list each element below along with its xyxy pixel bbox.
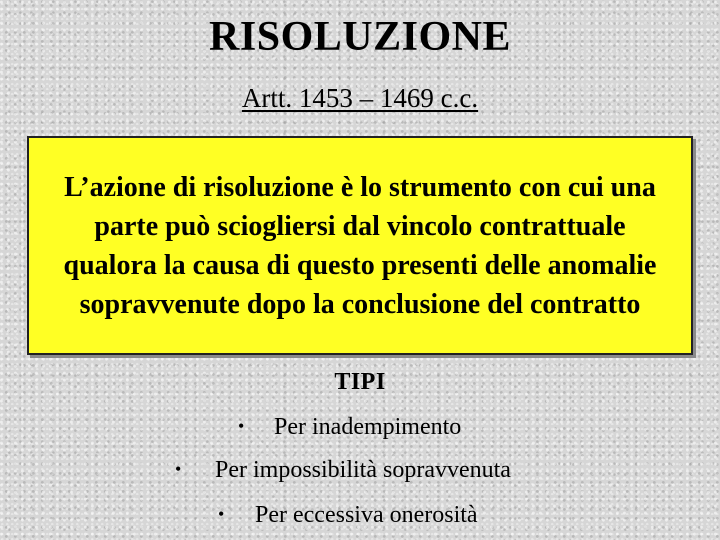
bullet-icon: •	[175, 459, 182, 479]
definition-text: L’azione di risoluzione è lo strumento con cui una parte può sciogliersi dal vincolo contrattuale qualora la causa di questo presenti delle anomalie sopravvenute dopo la conclusione del contratto	[63, 171, 657, 320]
type-label: Per inadempimento	[274, 414, 462, 440]
slide-title: RISOLUZIONE	[209, 14, 511, 60]
bullet-icon: •	[218, 504, 225, 524]
legal-reference-subtitle: Artt. 1453 – 1469 c.c.	[241, 83, 479, 113]
type-list-item	[238, 412, 461, 441]
types-heading: TIPI	[334, 369, 386, 395]
definition-box	[27, 136, 693, 355]
type-list-item	[218, 500, 478, 529]
type-label: Per impossibilità sopravvenuta	[215, 457, 511, 483]
type-label: Per eccessiva onerosità	[255, 502, 478, 528]
type-list-item	[175, 455, 511, 484]
bullet-icon: •	[238, 416, 245, 436]
